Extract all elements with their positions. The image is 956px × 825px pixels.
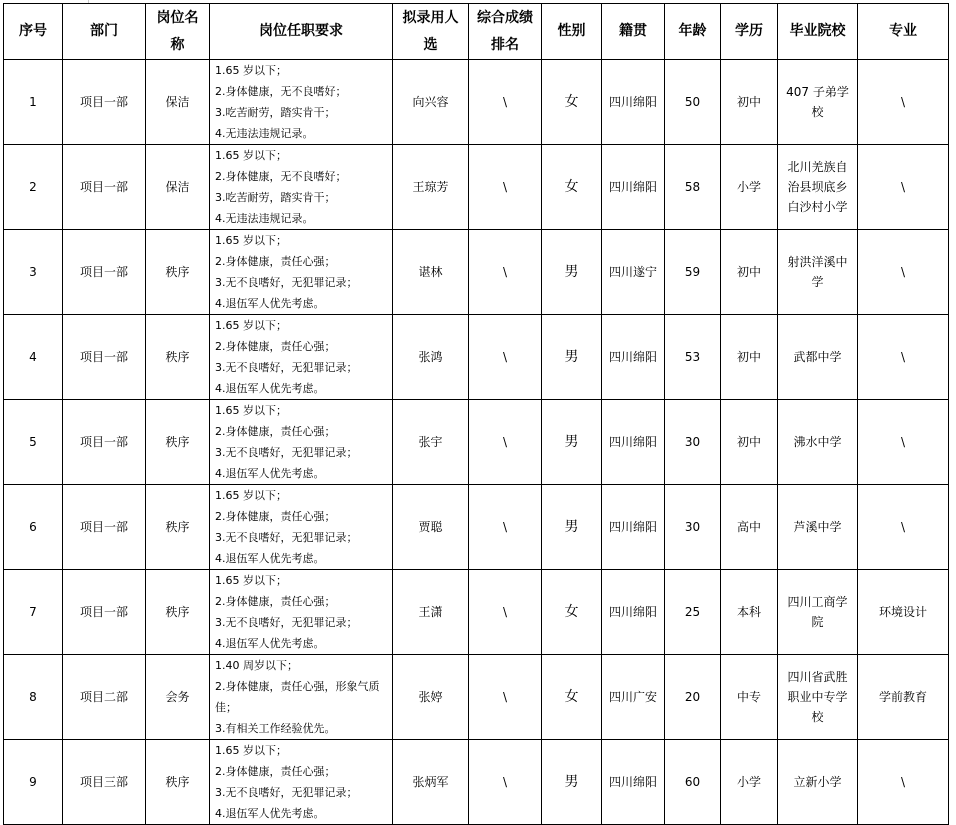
cell-gender: 男 xyxy=(542,740,602,825)
cell-edu: 高中 xyxy=(721,485,778,570)
requirement-line: 2.身体健康，责任心强，形象气质佳； xyxy=(215,680,380,714)
cell-dept: 项目三部 xyxy=(63,740,146,825)
cell-school: 芦溪中学 xyxy=(778,485,858,570)
requirement-line: 3.无不良嗜好，无犯罪记录； xyxy=(215,786,358,799)
cell-edu: 初中 xyxy=(721,60,778,145)
cell-edu: 小学 xyxy=(721,740,778,825)
cell-origin: 四川遂宁 xyxy=(602,230,665,315)
cell-edu: 本科 xyxy=(721,570,778,655)
cell-age: 20 xyxy=(665,655,721,740)
header-name: 拟录用人选 xyxy=(393,4,469,60)
cell-req xyxy=(210,485,393,570)
requirement-line: 4.无违法违规记录。 xyxy=(215,127,314,140)
cell-post: 秩序 xyxy=(146,485,210,570)
requirement-line: 3.无不良嗜好，无犯罪记录； xyxy=(215,531,358,544)
cell-rank: \ xyxy=(469,485,542,570)
cell-no: 5 xyxy=(4,400,63,485)
cell-no: 9 xyxy=(4,740,63,825)
cell-dept: 项目一部 xyxy=(63,315,146,400)
header-post: 岗位名称 xyxy=(146,4,210,60)
cell-post: 保洁 xyxy=(146,145,210,230)
requirement-line: 3.无不良嗜好，无犯罪记录； xyxy=(215,361,358,374)
requirement-line: 4.退伍军人优先考虑。 xyxy=(215,297,325,310)
cell-dept: 项目一部 xyxy=(63,570,146,655)
cell-major: 学前教育 xyxy=(858,655,949,740)
cell-dept: 项目二部 xyxy=(63,655,146,740)
cell-name: 张婷 xyxy=(393,655,469,740)
requirement-line: 1.65 岁以下； xyxy=(215,489,287,502)
requirement-line: 2.身体健康，无不良嗜好； xyxy=(215,85,347,98)
recruitment-table xyxy=(3,3,949,825)
table-row xyxy=(4,60,949,145)
cell-origin: 四川广安 xyxy=(602,655,665,740)
header-age: 年龄 xyxy=(665,4,721,60)
table-row xyxy=(4,740,949,825)
requirement-line: 1.65 岁以下； xyxy=(215,149,287,162)
requirement-line: 1.65 岁以下； xyxy=(215,64,287,77)
requirement-line: 4.无违法违规记录。 xyxy=(215,212,314,225)
requirement-line: 2.身体健康，责任心强； xyxy=(215,595,336,608)
cell-gender: 男 xyxy=(542,485,602,570)
header-gender: 性别 xyxy=(542,4,602,60)
requirement-line: 1.65 岁以下； xyxy=(215,574,287,587)
cell-gender: 女 xyxy=(542,60,602,145)
cell-name: 张宇 xyxy=(393,400,469,485)
cell-req xyxy=(210,400,393,485)
cell-age: 60 xyxy=(665,740,721,825)
cell-school: 射洪洋溪中学 xyxy=(778,230,858,315)
cell-major: \ xyxy=(858,145,949,230)
cell-major: \ xyxy=(858,400,949,485)
requirement-line: 1.65 岁以下； xyxy=(215,234,287,247)
cell-post: 秩序 xyxy=(146,315,210,400)
cell-name: 张鸿 xyxy=(393,315,469,400)
cell-major: 环境设计 xyxy=(858,570,949,655)
cell-rank: \ xyxy=(469,570,542,655)
cell-major: \ xyxy=(858,60,949,145)
cell-origin: 四川绵阳 xyxy=(602,740,665,825)
cell-post: 秩序 xyxy=(146,740,210,825)
table-row xyxy=(4,315,949,400)
table-row xyxy=(4,145,949,230)
requirement-line: 4.退伍军人优先考虑。 xyxy=(215,552,325,565)
requirement-line: 3.吃苦耐劳，踏实肯干； xyxy=(215,191,336,204)
cell-school: 立新小学 xyxy=(778,740,858,825)
table-row xyxy=(4,230,949,315)
requirement-line: 2.身体健康，无不良嗜好； xyxy=(215,170,347,183)
cell-age: 53 xyxy=(665,315,721,400)
cell-name: 王潇 xyxy=(393,570,469,655)
cell-dept: 项目一部 xyxy=(63,400,146,485)
header-no: 序号 xyxy=(4,4,63,60)
cell-edu: 初中 xyxy=(721,230,778,315)
cell-name: 王琼芳 xyxy=(393,145,469,230)
requirement-line: 3.无不良嗜好，无犯罪记录； xyxy=(215,616,358,629)
cell-req xyxy=(210,655,393,740)
header-row xyxy=(4,4,949,60)
cell-dept: 项目一部 xyxy=(63,145,146,230)
cell-name: 向兴容 xyxy=(393,60,469,145)
cell-rank: \ xyxy=(469,740,542,825)
requirement-line: 1.65 岁以下； xyxy=(215,744,287,757)
cell-major: \ xyxy=(858,230,949,315)
cell-rank: \ xyxy=(469,60,542,145)
table-row xyxy=(4,400,949,485)
cell-edu: 中专 xyxy=(721,655,778,740)
cell-age: 58 xyxy=(665,145,721,230)
cell-age: 59 xyxy=(665,230,721,315)
cell-school: 沸水中学 xyxy=(778,400,858,485)
cell-rank: \ xyxy=(469,145,542,230)
cell-school: 四川工商学院 xyxy=(778,570,858,655)
table-row xyxy=(4,485,949,570)
cell-no: 7 xyxy=(4,570,63,655)
cell-origin: 四川绵阳 xyxy=(602,485,665,570)
cell-rank: \ xyxy=(469,230,542,315)
cell-major: \ xyxy=(858,485,949,570)
cell-req xyxy=(210,570,393,655)
cell-major: \ xyxy=(858,740,949,825)
cell-origin: 四川绵阳 xyxy=(602,60,665,145)
requirement-line: 4.退伍军人优先考虑。 xyxy=(215,382,325,395)
cell-no: 8 xyxy=(4,655,63,740)
cell-gender: 女 xyxy=(542,145,602,230)
cell-age: 30 xyxy=(665,400,721,485)
cell-post: 保洁 xyxy=(146,60,210,145)
header-origin: 籍贯 xyxy=(602,4,665,60)
cell-origin: 四川绵阳 xyxy=(602,570,665,655)
header-dept: 部门 xyxy=(63,4,146,60)
requirement-line: 2.身体健康，责任心强； xyxy=(215,765,336,778)
cell-gender: 女 xyxy=(542,655,602,740)
table-row xyxy=(4,655,949,740)
cell-post: 秩序 xyxy=(146,570,210,655)
cell-edu: 初中 xyxy=(721,315,778,400)
header-req: 岗位任职要求 xyxy=(210,4,393,60)
cell-dept: 项目一部 xyxy=(63,60,146,145)
cell-origin: 四川绵阳 xyxy=(602,145,665,230)
requirement-line: 3.无不良嗜好，无犯罪记录； xyxy=(215,446,358,459)
cell-age: 25 xyxy=(665,570,721,655)
cell-age: 50 xyxy=(665,60,721,145)
cell-no: 1 xyxy=(4,60,63,145)
cell-dept: 项目一部 xyxy=(63,230,146,315)
cell-gender: 男 xyxy=(542,230,602,315)
cell-age: 30 xyxy=(665,485,721,570)
cell-gender: 男 xyxy=(542,400,602,485)
cell-edu: 初中 xyxy=(721,400,778,485)
cell-edu: 小学 xyxy=(721,145,778,230)
cell-no: 2 xyxy=(4,145,63,230)
cell-req xyxy=(210,740,393,825)
header-rank: 综合成绩排名 xyxy=(469,4,542,60)
cell-gender: 男 xyxy=(542,315,602,400)
cell-name: 贾聪 xyxy=(393,485,469,570)
cell-school: 四川省武胜职业中专学校 xyxy=(778,655,858,740)
cell-req xyxy=(210,145,393,230)
cell-name: 谌林 xyxy=(393,230,469,315)
cell-no: 4 xyxy=(4,315,63,400)
cell-origin: 四川绵阳 xyxy=(602,400,665,485)
requirement-line: 2.身体健康，责任心强； xyxy=(215,255,336,268)
cell-req xyxy=(210,230,393,315)
cell-post: 秩序 xyxy=(146,230,210,315)
cell-origin: 四川绵阳 xyxy=(602,315,665,400)
header-school: 毕业院校 xyxy=(778,4,858,60)
cell-rank: \ xyxy=(469,655,542,740)
cell-rank: \ xyxy=(469,315,542,400)
cell-no: 6 xyxy=(4,485,63,570)
requirement-line: 4.退伍军人优先考虑。 xyxy=(215,637,325,650)
table-row xyxy=(4,570,949,655)
cell-no: 3 xyxy=(4,230,63,315)
header-major: 专业 xyxy=(858,4,949,60)
cell-major: \ xyxy=(858,315,949,400)
cell-req xyxy=(210,315,393,400)
requirement-line: 3.有相关工作经验优先。 xyxy=(215,722,336,735)
cell-gender: 女 xyxy=(542,570,602,655)
cell-school: 武都中学 xyxy=(778,315,858,400)
cell-dept: 项目一部 xyxy=(63,485,146,570)
cell-post: 秩序 xyxy=(146,400,210,485)
cell-name: 张炳军 xyxy=(393,740,469,825)
header-edu: 学历 xyxy=(721,4,778,60)
requirement-line: 2.身体健康，责任心强； xyxy=(215,340,336,353)
requirement-line: 1.40 周岁以下； xyxy=(215,659,298,672)
requirement-line: 2.身体健康，责任心强； xyxy=(215,425,336,438)
requirement-line: 4.退伍军人优先考虑。 xyxy=(215,807,325,820)
cell-school: 407 子弟学校 xyxy=(778,60,858,145)
requirement-line: 1.65 岁以下； xyxy=(215,404,287,417)
requirement-line: 3.无不良嗜好，无犯罪记录； xyxy=(215,276,358,289)
cell-school: 北川羌族自治县坝底乡白沙村小学 xyxy=(778,145,858,230)
requirement-line: 4.退伍军人优先考虑。 xyxy=(215,467,325,480)
cell-post: 会务 xyxy=(146,655,210,740)
requirement-line: 2.身体健康，责任心强； xyxy=(215,510,336,523)
cell-rank: \ xyxy=(469,400,542,485)
cell-req xyxy=(210,60,393,145)
requirement-line: 3.吃苦耐劳，踏实肯干； xyxy=(215,106,336,119)
requirement-line: 1.65 岁以下； xyxy=(215,319,287,332)
